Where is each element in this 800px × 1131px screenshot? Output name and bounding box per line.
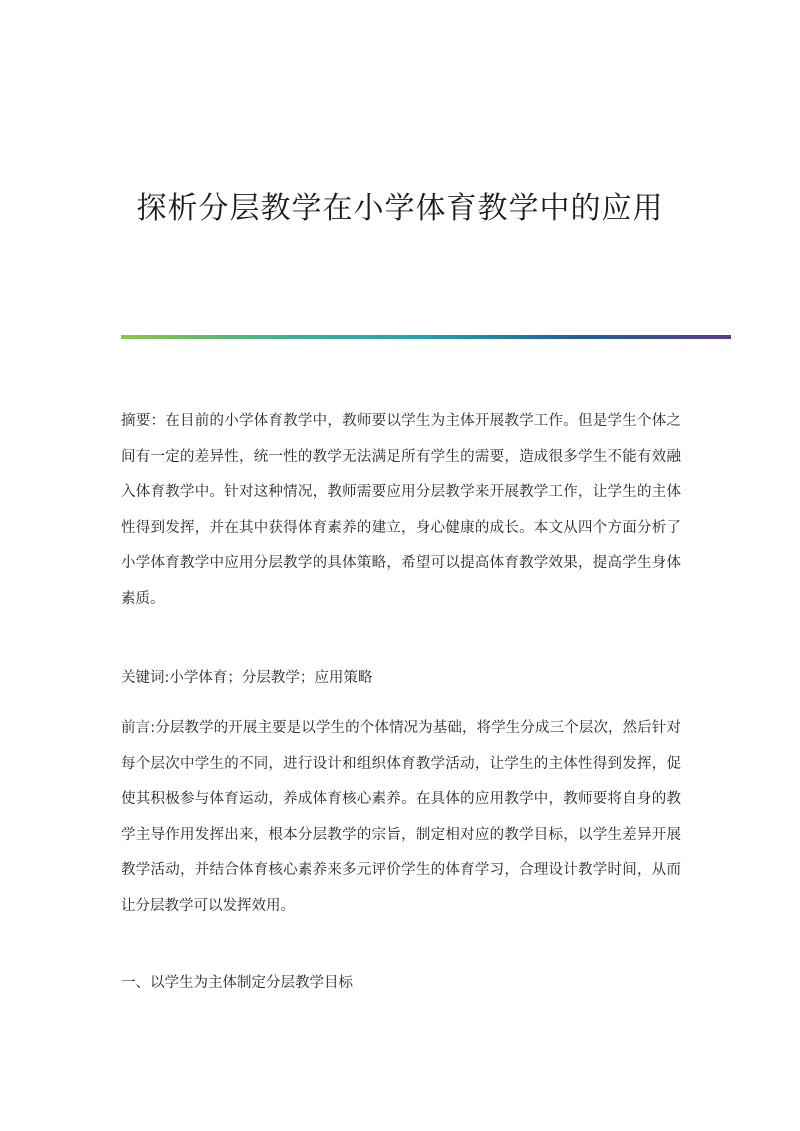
preface-paragraph: 前言:分层教学的开展主要是以学生的个体情况为基础，将学生分成三个层次，然后针对每个层次中学生的不同，进行设计和组织体育教学活动，让学生的主体性得到发挥，促使其积极参与体育运动，养成体育核心素养。在具体的应用教学中，教师要将自身的教学主导作用发挥出来，根本分层教学的宗旨，制定相对应的教学目标，以学生差异开展教学活动，并结合体育核心素养来多元评价学生的体育学习，合理设计教学时间，从而让分层教学可以发挥效用。 — [121, 720, 681, 914]
title-divider — [121, 335, 731, 339]
abstract-paragraph: 摘要：在目前的小学体育教学中，教师要以学生为主体开展教学工作。但是学生个体之间有一定的差异性，统一性的教学无法满足所有学生的需要，造成很多学生不能有效融入体育教学中。针对这种情况，教师需要应用分层教学来开展教学工作，让学生的主体性得到发挥，并在其中获得体育素养的建立，身心健康的成长。本文从四个方面分析了小学体育教学中应用分层教学的具体策略，希望可以提高体育教学效果，提高学生身体素质。 — [121, 413, 681, 607]
section-heading: 一、以学生为主体制定分层教学目标 — [121, 975, 353, 991]
document-title: 探析分层教学在小学体育教学中的应用 — [136, 191, 664, 226]
keywords-line: 关键词:小学体育；分层教学；应用策略 — [121, 670, 373, 686]
